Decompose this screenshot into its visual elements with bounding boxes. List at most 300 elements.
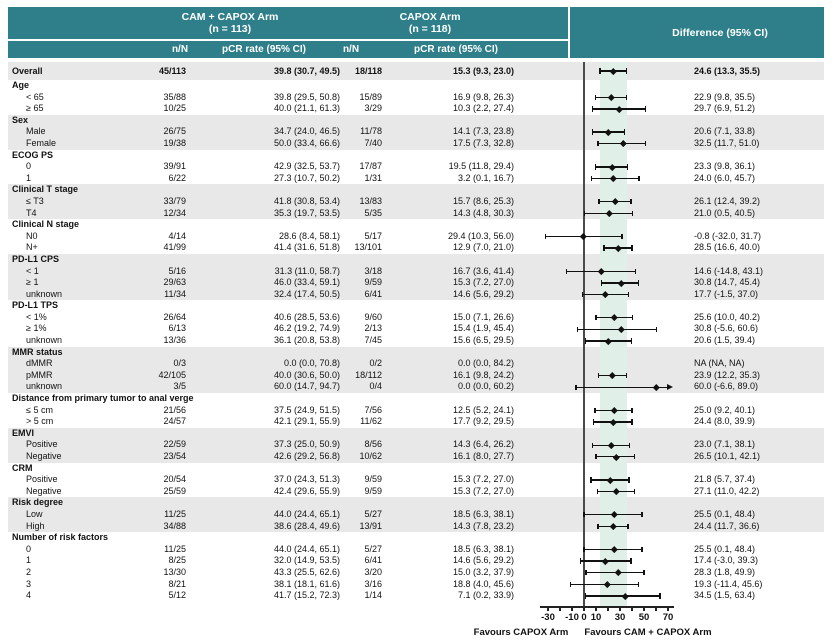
arm1-pcr-value: 34.7 (24.0, 46.5) — [273, 126, 340, 137]
ci-cap-right — [630, 558, 631, 563]
ci-point-estimate — [602, 291, 608, 297]
section-title: Distance from primary tumor to anal verge — [12, 393, 194, 404]
section-distance-from-primary-tumor-to-anal-verge — [8, 393, 824, 428]
forest-row — [8, 196, 824, 208]
ci-cap-right — [643, 570, 644, 575]
ci-plot-cell — [534, 474, 686, 486]
ci-cap-left — [592, 443, 593, 448]
subgroup-label: 1 — [26, 555, 32, 566]
arm1-n-value: 0/3 — [173, 358, 186, 369]
ci-cap-left — [601, 280, 602, 285]
ci-point-estimate — [613, 488, 619, 494]
ci-plot-cell — [534, 138, 686, 150]
forest-row — [8, 173, 824, 185]
section-title: ECOG PS — [12, 149, 54, 160]
difference-value: 24.0 (6.0, 45.7) — [694, 172, 756, 183]
arm2-n-value: 8/56 — [364, 439, 382, 450]
arm2-pcr-value: 14.6 (5.6, 29.2) — [452, 555, 514, 566]
arm2-pcr-value: 14.6 (5.6, 29.2) — [452, 288, 514, 299]
forest-row — [8, 242, 824, 254]
arm2-pcr-value: 15.4 (1.9, 45.4) — [452, 323, 514, 334]
arm2-pcr-value: 15.7 (8.6, 25.3) — [452, 195, 514, 206]
difference-value: 27.1 (11.0, 42.2) — [694, 485, 760, 496]
subgroup-label: 0 — [26, 161, 32, 172]
ci-point-estimate — [611, 512, 617, 518]
ci-cap-left — [570, 582, 571, 587]
ci-point-estimate — [615, 245, 621, 251]
ci-cap-right — [626, 373, 627, 378]
ci-plot-cell — [534, 289, 686, 301]
ci-cap-right — [626, 95, 627, 100]
ci-plot-cell — [534, 335, 686, 347]
subgroup-label: 2 — [26, 566, 32, 577]
difference-value: 29.7 (6.9, 51.2) — [694, 103, 756, 114]
ci-point-estimate — [610, 523, 616, 529]
arm2-n-value: 13/91 — [359, 520, 382, 531]
subgroup-label: unknown — [26, 335, 63, 346]
difference-value: NA (NA, NA) — [694, 358, 745, 369]
ci-point-estimate — [608, 442, 614, 448]
difference-column-header: Difference (95% CI) — [672, 27, 768, 39]
ci-plot-cell — [534, 231, 686, 243]
arm2-n-value: 18/118 — [354, 66, 382, 76]
subgroup-label: < 1% — [26, 311, 47, 322]
ci-point-estimate — [610, 68, 616, 74]
arm2-pcr-value: 18.5 (6.3, 38.1) — [452, 543, 514, 554]
arm2-n-value: 7/45 — [364, 335, 382, 346]
difference-value: 23.3 (9.8, 36.1) — [694, 161, 756, 172]
ci-plot-cell — [534, 370, 686, 382]
ci-cap-left — [577, 327, 578, 332]
ci-cap-right — [659, 593, 660, 598]
section-title: Number of risk factors — [12, 532, 109, 543]
difference-value: 23.9 (12.2, 35.3) — [694, 369, 761, 380]
section-risk-degree — [8, 497, 824, 532]
ci-plot-cell — [534, 555, 686, 567]
arm2-pcr-value: 29.4 (10.3, 56.0) — [447, 230, 514, 241]
section-pd-l1-tps — [8, 300, 824, 346]
col-header-nN-arm1: n/N — [171, 44, 189, 55]
arm1-n-value: 29/63 — [163, 277, 186, 288]
subgroup-label: ≥ 1% — [26, 323, 47, 334]
forest-row — [8, 555, 824, 567]
arm2-pcr-value: 15.3 (7.2, 27.0) — [452, 474, 514, 485]
forest-row — [8, 358, 824, 370]
arm1-pcr-value: 28.6 (8.4, 58.1) — [278, 230, 340, 241]
arm2-n-value: 13/83 — [359, 195, 382, 206]
arm1-n-value: 11/25 — [164, 508, 186, 519]
x-axis-tick — [583, 607, 584, 611]
arm1-pcr-value: 46.2 (19.2, 74.9) — [273, 323, 340, 334]
section-title: PD-L1 CPS — [12, 253, 60, 264]
forest-row — [8, 231, 824, 243]
arm2-n-value: 1/31 — [364, 172, 382, 183]
difference-value: 22.9 (9.8, 35.5) — [694, 91, 756, 102]
ci-point-estimate — [607, 477, 613, 483]
arm2-n-value: 10/62 — [359, 451, 382, 461]
ci-point-estimate — [611, 407, 617, 413]
ci-cap-left — [582, 292, 583, 297]
arm1-n-value: 19/38 — [163, 137, 186, 148]
difference-value: 25.0 (9.2, 40.1) — [694, 404, 756, 415]
ci-plot-cell — [534, 126, 686, 138]
ci-cap-right — [641, 512, 642, 517]
forest-row — [8, 208, 824, 220]
subgroup-label: ≤ 5 cm — [26, 404, 53, 415]
arm2-pcr-value: 12.5 (5.2, 24.1) — [452, 404, 514, 415]
arm2-pcr-value: 15.3 (9.3, 23.0) — [452, 66, 514, 76]
arm1-pcr-value: 27.3 (10.7, 50.2) — [273, 172, 340, 183]
ci-cap-left — [592, 129, 593, 134]
ci-cap-left — [580, 558, 581, 563]
arm2-pcr-value: 15.3 (7.2, 27.0) — [452, 277, 514, 288]
arm1-pcr-value: 50.0 (33.4, 66.6) — [273, 137, 340, 148]
arm2-n-value: 3/29 — [364, 103, 382, 114]
arm2-pcr-value: 19.5 (11.8, 29.4) — [448, 161, 514, 172]
x-axis-tick — [559, 607, 560, 611]
ci-cap-left — [585, 338, 586, 343]
header-divider-line — [8, 39, 569, 41]
arm2-n-label: (n = 118) — [408, 23, 452, 35]
arm1-pcr-value: 42.1 (29.1, 55.9) — [273, 416, 340, 427]
arm1-n-value: 8/25 — [168, 555, 186, 566]
subgroup-label: Positive — [26, 439, 58, 450]
subgroup-label: unknown — [26, 288, 63, 299]
ci-point-estimate — [612, 198, 618, 204]
ci-point-estimate — [653, 384, 659, 390]
subgroup-label: N0 — [26, 230, 38, 241]
ci-plot-cell — [534, 451, 686, 463]
subgroup-label: ≥ 65 — [26, 103, 44, 114]
table-body — [8, 62, 824, 602]
arm1-pcr-value: 32.0 (14.9, 53.5) — [273, 555, 340, 566]
ci-point-estimate — [610, 175, 616, 181]
arm1-pcr-value: 37.0 (24.3, 51.3) — [273, 474, 340, 485]
arm2-pcr-value: 14.3 (6.4, 26.2) — [452, 439, 514, 450]
subgroup-label: Female — [26, 137, 57, 148]
arm2-n-value: 5/17 — [364, 230, 382, 241]
ci-plot-cell — [534, 439, 686, 451]
ci-point-estimate — [611, 314, 617, 320]
favours-left-label: Favours CAPOX Arm — [473, 627, 569, 638]
arm2-pcr-value: 14.3 (7.8, 23.2) — [452, 520, 514, 531]
section-crm — [8, 463, 824, 498]
forest-row — [8, 138, 824, 150]
ci-plot-cell — [534, 405, 686, 417]
arm1-pcr-value: 41.8 (30.8, 53.4) — [273, 195, 340, 206]
difference-value: 32.5 (11.7, 51.0) — [694, 137, 760, 148]
arm2-n-value: 5/27 — [364, 508, 382, 519]
ci-cap-right — [635, 269, 636, 274]
x-axis-tick — [631, 607, 632, 611]
arm2-n-value: 3/18 — [364, 265, 382, 276]
ci-point-estimate — [618, 280, 624, 286]
ci-cap-left — [575, 385, 576, 390]
forest-row — [8, 277, 824, 289]
ci-cap-left — [583, 547, 584, 552]
arm2-pcr-value: 18.8 (4.0, 45.6) — [452, 578, 514, 589]
arm2-n-value: 11/78 — [360, 126, 382, 137]
ci-cap-right — [638, 280, 639, 285]
col-header-pcr-arm1: pCR rate (95% CI) — [222, 44, 306, 55]
arm2-pcr-value: 15.6 (6.5, 29.5) — [452, 335, 514, 346]
arm2-n-value: 7/40 — [364, 137, 382, 148]
arm1-pcr-value: 40.0 (21.1, 61.3) — [273, 103, 340, 114]
arm2-n-value: 6/41 — [364, 288, 382, 299]
subgroup-label: ≤ T3 — [26, 195, 44, 206]
arm2-pcr-value: 14.3 (4.8, 30.3) — [452, 207, 514, 218]
difference-value: 26.1 (12.4, 39.2) — [694, 195, 761, 206]
arm1-n-value: 34/88 — [163, 520, 186, 531]
ci-plot-cell — [534, 266, 686, 278]
arm1-pcr-value: 38.6 (28.4, 49.6) — [273, 520, 340, 531]
difference-value: 23.0 (7.1, 38.1) — [694, 439, 756, 450]
subgroup-label: Positive — [26, 474, 58, 485]
difference-value: 20.6 (7.1, 33.8) — [694, 126, 756, 137]
difference-value: 30.8 (14.7, 45.4) — [694, 277, 761, 288]
ci-cap-right — [638, 176, 639, 181]
ci-cap-right — [645, 141, 646, 146]
x-axis-tick — [607, 607, 608, 611]
x-axis-tick-label: 30 — [614, 612, 626, 623]
ci-plot-cell — [534, 486, 686, 498]
arm1-n-label: (n = 113) — [208, 23, 252, 35]
arm2-n-value: 2/13 — [364, 323, 382, 334]
x-axis-tick — [547, 607, 548, 611]
arm1-n-value: 33/79 — [163, 195, 186, 206]
difference-value: 17.7 (-1.5, 37.0) — [694, 288, 759, 299]
x-axis-tick — [655, 607, 656, 611]
ci-plot-cell — [534, 161, 686, 173]
subgroup-label: High — [26, 520, 45, 531]
arm1-n-value: 20/54 — [163, 474, 186, 485]
arm1-pcr-value: 44.0 (24.4, 65.1) — [273, 543, 340, 554]
arm2-pcr-value: 3.2 (0.1, 16.7) — [457, 172, 514, 183]
section-sex — [8, 115, 824, 150]
forest-row — [8, 544, 824, 556]
ci-plot-cell — [534, 196, 686, 208]
ci-plot-cell — [534, 416, 686, 428]
ci-cap-left — [595, 95, 596, 100]
arm2-n-value: 5/35 — [364, 207, 382, 218]
arm1-pcr-value: 60.0 (14.7, 94.7) — [273, 381, 340, 392]
subgroup-label: ≥ 1 — [26, 277, 39, 288]
ci-point-estimate — [613, 454, 619, 460]
ci-cap-right — [645, 106, 646, 111]
ci-cap-right — [627, 164, 628, 169]
ci-cap-right — [626, 68, 627, 73]
difference-value: 26.5 (10.1, 42.1) — [694, 451, 761, 461]
ci-cap-right — [631, 245, 632, 250]
arm1-n-value: 5/12 — [168, 590, 186, 601]
difference-value: 34.5 (1.5, 63.4) — [694, 590, 756, 601]
ci-cap-left — [598, 199, 599, 204]
ci-cap-right — [628, 477, 629, 482]
ci-cap-left — [599, 68, 600, 73]
arm1-pcr-value: 42.4 (29.6, 55.9) — [273, 485, 340, 496]
ci-cap-left — [595, 315, 596, 320]
ci-plot-cell — [534, 312, 686, 324]
arm2-pcr-value: 12.9 (7.0, 21.0) — [452, 242, 514, 253]
ci-point-estimate — [620, 141, 626, 147]
forest-row — [8, 62, 824, 80]
subgroup-label: Male — [26, 126, 46, 137]
ci-cap-left — [597, 489, 598, 494]
ci-cap-left — [585, 593, 586, 598]
difference-value: 25.5 (0.1, 48.4) — [694, 543, 756, 554]
ci-plot-cell — [534, 590, 686, 602]
subgroup-label: 1 — [26, 172, 32, 183]
arm2-n-value: 17/87 — [359, 161, 382, 172]
forest-row — [8, 312, 824, 324]
section-emvi — [8, 428, 824, 463]
arm1-title: CAM + CAPOX Arm — [181, 11, 279, 23]
ci-cap-right — [632, 211, 633, 216]
arm1-n-value: 24/57 — [163, 416, 186, 427]
arm1-n-value: 5/16 — [168, 265, 186, 276]
section-title: Age — [12, 80, 30, 90]
section-title: PD-L1 TPS — [12, 300, 59, 311]
col-header-nN-arm2: n/N — [342, 44, 360, 55]
subgroup-label: Negative — [26, 451, 62, 461]
forest-row — [8, 521, 824, 533]
forest-row — [8, 405, 824, 417]
favours-right-label: Favours CAM + CAPOX Arm — [584, 627, 712, 638]
ci-plot-cell — [534, 358, 686, 370]
arm2-n-value: 3/20 — [364, 566, 382, 577]
ci-point-estimate — [608, 94, 614, 100]
arm1-header — [130, 11, 330, 35]
ci-arrowhead — [667, 384, 673, 390]
arm2-pcr-value: 15.0 (7.1, 26.6) — [452, 311, 514, 322]
section-title: MMR status — [12, 346, 63, 357]
section-title: CRM — [12, 462, 33, 473]
arm1-pcr-value: 41.4 (31.6, 51.8) — [273, 242, 340, 253]
arm2-pcr-value: 16.1 (8.0, 27.7) — [452, 451, 514, 461]
ci-cap-right — [638, 582, 639, 587]
ci-point-estimate — [602, 558, 608, 564]
ci-cap-right — [624, 129, 625, 134]
arm1-pcr-value: 39.8 (30.7, 49.5) — [273, 66, 340, 76]
forest-row — [8, 289, 824, 301]
x-axis-tick — [619, 607, 620, 611]
arm2-n-value: 9/60 — [364, 311, 382, 322]
ci-cap-left — [594, 408, 595, 413]
arm1-n-value: 25/59 — [163, 485, 186, 496]
section-ecog-ps — [8, 150, 824, 185]
x-axis-tick — [667, 607, 668, 611]
arm1-pcr-value: 38.1 (18.1, 61.6) — [273, 578, 340, 589]
ci-point-estimate — [604, 581, 610, 587]
difference-value: 24.4 (11.7, 36.6) — [694, 520, 760, 531]
section-title: Clinical T stage — [12, 184, 79, 195]
section-mmr-status — [8, 347, 824, 393]
arm1-pcr-value: 37.5 (24.9, 51.5) — [273, 404, 340, 415]
ci-plot-cell — [534, 567, 686, 579]
ci-plot-cell — [534, 103, 686, 115]
x-axis-tick-label: -30 — [541, 612, 555, 623]
subgroup-label: T4 — [26, 207, 37, 218]
arm1-n-value: 3/5 — [173, 381, 186, 392]
arm1-pcr-value: 42.9 (32.5, 53.7) — [273, 161, 340, 172]
ci-cap-right — [627, 524, 628, 529]
arm1-pcr-value: 42.6 (29.2, 56.8) — [273, 451, 340, 461]
arm2-n-value: 9/59 — [364, 277, 382, 288]
ci-cap-left — [595, 454, 596, 459]
difference-value: 28.3 (1.8, 49.9) — [694, 566, 756, 577]
arm1-n-value: 10/25 — [163, 103, 186, 114]
section-title: Risk degree — [12, 497, 64, 508]
arm1-n-value: 6/22 — [168, 172, 186, 183]
ci-cap-right — [631, 408, 632, 413]
arm2-n-value: 6/41 — [364, 555, 382, 566]
ci-cap-left — [593, 419, 594, 424]
ci-cap-left — [592, 106, 593, 111]
ci-plot-cell — [534, 173, 686, 185]
arm1-n-value: 42/105 — [158, 369, 186, 380]
arm1-pcr-value: 43.3 (25.5, 62.6) — [273, 566, 340, 577]
ci-point-estimate — [611, 546, 617, 552]
arm2-n-value: 11/62 — [360, 416, 382, 427]
arm1-pcr-value: 37.3 (25.0, 50.9) — [273, 439, 340, 450]
arm1-pcr-value: 39.8 (29.5, 50.8) — [273, 91, 340, 102]
x-axis-tick-label: 10 — [590, 612, 602, 623]
ci-point-estimate — [606, 210, 612, 216]
forest-row — [8, 161, 824, 173]
arm2-n-value: 1/14 — [364, 590, 382, 601]
ci-cap-left — [566, 269, 567, 274]
ci-cap-left — [603, 245, 604, 250]
ci-cap-right — [634, 489, 635, 494]
arm2-pcr-value: 0.0 (0.0, 60.2) — [457, 381, 514, 392]
arm2-n-value: 0/4 — [369, 381, 382, 392]
x-axis-tick-label: -10 — [565, 612, 579, 623]
ci-cap-right — [631, 419, 632, 424]
ci-plot-cell — [534, 579, 686, 591]
section-overall — [8, 62, 824, 80]
ci-cap-right — [629, 443, 630, 448]
forest-row — [8, 381, 824, 393]
arm1-n-value: 41/99 — [163, 242, 186, 253]
ci-point-estimate — [580, 233, 586, 239]
forest-row — [8, 266, 824, 278]
table-header — [8, 7, 824, 58]
section-title: Clinical N stage — [12, 219, 80, 230]
difference-value: -0.8 (-32.0, 31.7) — [694, 230, 762, 241]
arm2-pcr-value: 16.1 (9.8, 24.2) — [452, 369, 514, 380]
arm1-n-value: 26/64 — [163, 311, 186, 322]
arm2-n-value: 18/112 — [355, 369, 382, 380]
section-clinical-t-stage — [8, 184, 824, 219]
ci-plot-cell — [534, 544, 686, 556]
ci-cap-left — [591, 176, 592, 181]
arm2-pcr-value: 10.3 (2.2, 27.4) — [452, 103, 514, 114]
forest-row — [8, 92, 824, 104]
forest-row — [8, 439, 824, 451]
ci-point-estimate — [605, 129, 611, 135]
x-axis-tick — [595, 607, 596, 611]
subgroup-label: 4 — [26, 590, 32, 601]
arm2-pcr-value: 17.7 (9.2, 29.5) — [452, 416, 514, 427]
arm1-pcr-value: 32.4 (17.4, 50.5) — [273, 288, 340, 299]
forest-row — [8, 416, 824, 428]
difference-value: 21.0 (0.5, 40.5) — [694, 207, 756, 218]
ci-plot-cell — [534, 62, 686, 80]
x-axis-tick-label: 0 — [581, 612, 587, 623]
ci-cap-right — [634, 454, 635, 459]
arm1-pcr-value: 0.0 (0.0, 70.8) — [283, 358, 340, 369]
ci-cap-left — [595, 164, 596, 169]
